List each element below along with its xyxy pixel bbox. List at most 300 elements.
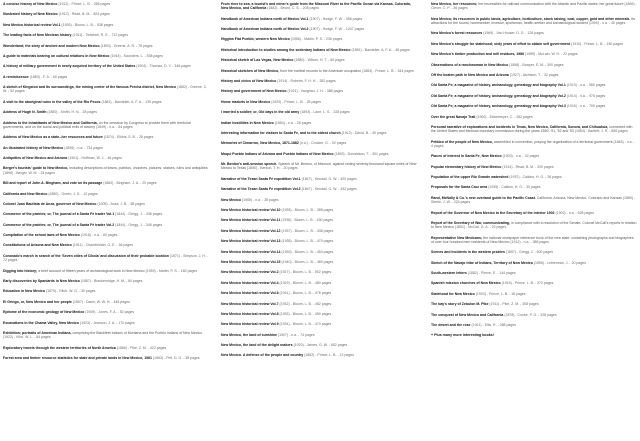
book-meta: (1854) - n.a. - 26 pages xyxy=(274,120,312,125)
book-entry[interactable] xyxy=(431,73,637,77)
book-meta: (1935) - Bloom, L. B. - 388 pages xyxy=(281,208,334,213)
book-subtitle: on the omission by Congress to provide them with territorial governments, and on the social and political evils of slavery xyxy=(3,120,191,129)
book-title[interactable]: Narrative of the Texan Santa Fé expedition Vol.1 xyxy=(221,176,301,181)
book-entry[interactable] xyxy=(3,243,209,247)
book-meta: (1920) - James, G. W. - 652 pages xyxy=(293,343,348,348)
book-title[interactable]: Off the beaten path in New Mexico and Arizona xyxy=(431,72,509,77)
book-entry[interactable] xyxy=(431,165,637,169)
book-entry[interactable] xyxy=(431,281,637,285)
book-title[interactable]: Bill and report of John A. Bingham, and vote on its passage xyxy=(3,181,103,186)
book-meta: (1857) - Davis, W. W. H. - 448 pages xyxy=(72,299,130,304)
book-entry[interactable] xyxy=(3,166,209,175)
book-title[interactable]: Early discoveries by Spaniards in New Mexico xyxy=(3,278,80,283)
book-meta: (1880) - Wilson, H. T. - 60 pages xyxy=(294,58,345,63)
book-title[interactable]: Education in New Mexico xyxy=(3,289,46,294)
book-meta: (1963) - Pell, D. G. - 38 pages xyxy=(152,355,200,360)
book-meta: (1921) - Vaughan, J. H. - 388 pages xyxy=(287,89,344,94)
book-title[interactable]: Exploratory travels through the western territories of North America xyxy=(3,345,116,350)
book-entry[interactable] xyxy=(221,198,417,202)
book-entry[interactable] xyxy=(221,89,417,93)
book-meta: (1935) - Calkins, H. G. - 30 pages xyxy=(488,185,541,190)
book-subtitle: California, Arizona, New Mexico, Colorado and Kansas xyxy=(536,195,622,200)
book-meta: (1909) - n.a. - 40 pages xyxy=(588,20,626,25)
book-meta: (1927) - Atchison, T. - 32 pages xyxy=(509,72,559,77)
book-title[interactable]: South-western letters xyxy=(431,271,467,276)
book-meta: (1878) - Cooke, P. G. - 328 pages xyxy=(504,312,557,317)
book-entry[interactable] xyxy=(431,221,637,230)
book-entry[interactable] xyxy=(221,27,417,31)
book-entry[interactable] xyxy=(3,254,209,263)
book-title[interactable]: A reminiscence xyxy=(3,74,29,79)
book-title[interactable]: The conquest of New Mexico and California xyxy=(431,312,504,317)
book-title[interactable]: Illustrated history of New Mexico xyxy=(3,12,58,17)
book-meta: (1931) - Bloom, L. B. - 478 pages xyxy=(279,291,332,296)
book-meta: (1913) - n.a. - 980 pages xyxy=(566,83,606,88)
book-entry[interactable] xyxy=(431,292,637,296)
book-entry[interactable] xyxy=(431,17,637,26)
book-title[interactable]: New Mexico historical review Vol.8 xyxy=(221,311,279,316)
book-title[interactable]: New Mexico xyxy=(221,197,242,202)
book-meta: (1911) - Chamberlain, G. E. - 36 pages xyxy=(72,243,133,248)
book-title[interactable]: Old Santa Fe; a magazine of history, archaeology, genealogy and biography Vol.2 xyxy=(431,93,566,98)
book-entry[interactable] xyxy=(221,121,417,125)
book-title[interactable]: Coronado's march in search of the 'Seven cities of Cibola' and discussion of their probable location xyxy=(3,253,169,258)
book-title[interactable]: A guide to materials bearing on cultural relations in New Mexico xyxy=(3,53,110,58)
book-meta: (1866) - Pike, Z. M. - 422 pages xyxy=(116,345,167,350)
book-title[interactable]: New Mexico historical review Vol.11 xyxy=(221,218,281,223)
book-meta: (1933) - Bloom, L. B. - 450 pages xyxy=(279,311,332,316)
book-entry[interactable] xyxy=(221,177,417,181)
book-meta: (1937) - Bloom, L. B. - 438 pages xyxy=(281,228,334,233)
book-subtitle: her necessities for railroad communication with the Atlantic and Pacific states; her great future xyxy=(478,2,624,6)
book-entry[interactable] xyxy=(3,75,209,79)
book-meta: (1936) - Bloom, L. B. - 430 pages xyxy=(281,218,334,223)
book-entry[interactable] xyxy=(431,125,637,134)
book-entry[interactable] xyxy=(221,187,417,191)
book-entry[interactable] xyxy=(221,162,417,171)
book-meta: (n.d.) - Crocker, G. - 92 pages xyxy=(299,141,347,146)
book-title[interactable]: Old Santa Fe; a magazine of history, archaeology, genealogy and biography Vol.3 xyxy=(431,104,566,109)
book-title[interactable]: Sketch of the Navajo tribe of Indians, Territory of New Mexico xyxy=(431,260,533,265)
book-entry[interactable] xyxy=(221,312,417,316)
book-entry[interactable] xyxy=(3,64,209,68)
book-title[interactable]: New Mexico historical review Vol.9 xyxy=(221,322,279,327)
book-entry[interactable] xyxy=(221,218,417,222)
book-title[interactable]: New Mexico, the land of sunshine xyxy=(221,332,278,337)
book-entry[interactable] xyxy=(3,269,209,273)
book-entry[interactable] xyxy=(221,353,417,357)
book-subtitle: Its attractions for the tourist, homeseeker, investor, sportsman, health-seeker and archaeological student xyxy=(431,16,636,25)
book-entry[interactable] xyxy=(3,100,209,104)
book-entry[interactable] xyxy=(431,154,637,158)
book-subtitle: Speech of Mr. Benton, of Missouri, against ceding seventy thousand square miles of New Mexico to Texas xyxy=(221,162,417,171)
book-entry[interactable] xyxy=(221,79,417,83)
book-column-3 xyxy=(431,2,637,337)
book-title[interactable]: I married a soldier; or, Old days in the old army xyxy=(221,110,300,115)
book-meta: (1854) - Bartlett, J. R. - 856 pages xyxy=(574,129,628,134)
book-title[interactable]: Commerce of the prairies; or, The journal of a Santa Fé trader Vol.2 xyxy=(3,222,115,227)
book-meta: (1844) - Gregg, J. - 336 pages xyxy=(115,212,163,217)
book-title[interactable]: From river to sea; a tourist's and miner's guide from the Missouri River to the Pacific Ocean via Kansas, Colorado, New Mexico, and California xyxy=(221,2,411,11)
book-title[interactable]: Report of the Secretary of War, communicating, xyxy=(431,220,511,225)
book-meta: (1893) - Donaldson, T. - 301 pages xyxy=(334,151,389,156)
book-meta: (1887) - Brackenridge, H. M. - 84 pages xyxy=(80,278,143,283)
book-meta: (1911) - Twitchell, R. E. - 712 pages xyxy=(72,33,128,38)
book-entry[interactable] xyxy=(431,261,637,265)
book-meta: (1847) - Kendall, G. W. - 442 pages xyxy=(301,187,357,192)
book-entry[interactable] xyxy=(431,211,637,215)
book-meta: (1939) - Bloom, L. B. - 454 pages xyxy=(281,249,334,254)
book-meta: (1910) - Prince, L. B. - 150 pages xyxy=(571,41,623,46)
book-entry[interactable] xyxy=(221,69,417,73)
book-entry[interactable] xyxy=(221,141,417,145)
book-entry[interactable] xyxy=(3,33,209,37)
book-meta: (1896) - Berger, W. M. - 34 pages xyxy=(3,170,55,175)
book-meta: (1959) - Martin, P. S. - 160 pages xyxy=(145,268,198,273)
book-title[interactable]: Berger's tourists' guide to New Mexico, xyxy=(3,166,69,171)
book-subtitle: connected with the United States and Mexican boundary commission during the years 1850, '51, '52 and '53 xyxy=(431,124,633,134)
book-entry[interactable] xyxy=(431,52,637,56)
book-subtitle: a brief account of fifteen years of archaeological work in New Mexico xyxy=(38,268,145,273)
book-meta: (1871) - Simpson, J. H. - 72 pages xyxy=(3,253,208,263)
book-meta: (1912) - Prince, L. B. - 286 pages xyxy=(58,2,111,6)
book-meta: (1921) - Ellis, R. - 288 pages xyxy=(471,323,517,328)
book-entry[interactable] xyxy=(221,343,417,347)
book-meta: (1918) - n.a. - 60 pages xyxy=(80,233,118,238)
book-title[interactable]: The desert and the rose xyxy=(431,323,471,328)
book-title[interactable]: Narrative of the Texan Santa Fé expedition Vol.2 xyxy=(221,187,301,192)
book-entry[interactable] xyxy=(3,321,209,325)
book-title[interactable]: Moqui Pueblo Indians of Arizona and Pueblo Indians of New Mexico xyxy=(221,151,334,156)
book-entry[interactable] xyxy=(431,140,637,149)
book-meta: (1898) - Bowyer, E. M. - 300 pages xyxy=(509,62,564,67)
book-title[interactable]: Colonel Juan Bautista de Anza, governor of New Mexico xyxy=(3,201,97,206)
book-title[interactable]: New Mexico historical review Vol.7 xyxy=(221,301,279,306)
book-entry[interactable] xyxy=(3,44,209,48)
book-meta: (1922) - Kihn, W. L. - 64 pages xyxy=(3,335,51,340)
book-meta: (1956) - Martin, P. S. - 236 pages xyxy=(290,37,343,42)
book-entry[interactable] xyxy=(3,2,209,6)
book-meta: (1902) - n.a. - 628 pages xyxy=(555,210,595,215)
book-meta: (1914) - n.a. - 976 pages xyxy=(566,93,606,98)
book-meta: (1882) - Greene, C. W. - 52 pages xyxy=(3,85,208,94)
book-title[interactable]: Historical sketches of New Mexico, xyxy=(221,68,280,73)
book-title[interactable]: Old Santa Fe; a magazine of history, archaeology, genealogy and biography Vol.1 xyxy=(431,83,566,88)
book-entry[interactable] xyxy=(3,331,209,340)
book-entry[interactable] xyxy=(431,185,637,189)
book-meta: (1856) - Letherman, J. - 20 pages xyxy=(533,260,586,265)
book-entry[interactable] xyxy=(431,63,637,67)
book-entry[interactable] xyxy=(221,250,417,254)
book-entry[interactable] xyxy=(431,115,637,119)
book-title[interactable]: Address of New Mexico as a state--her resources and future xyxy=(3,135,103,140)
book-title[interactable]: Compilation of the school laws of New Mexico xyxy=(3,233,80,238)
book-title[interactable]: Report of the Governor of New Mexico to the Secretary of the interior 1902 xyxy=(431,210,555,215)
book-title[interactable]: Wonderland; the story of ancient and modern New Mexico xyxy=(3,43,100,48)
book-entry[interactable] xyxy=(221,270,417,274)
book-meta: (1965) - n.a. - 28 pages xyxy=(242,197,279,202)
book-meta: (1893) - Greene, A. R. - 78 pages xyxy=(100,43,153,48)
book-entry[interactable] xyxy=(221,229,417,233)
book-entry[interactable] xyxy=(3,356,209,360)
book-title[interactable]: Historical introduction to studies among the sedentary Indians of New Mexico xyxy=(221,47,351,52)
book-title[interactable]: History and government of New Mexico xyxy=(221,89,287,94)
book-meta: (1895) - n.a. - 734 pages xyxy=(64,145,103,150)
book-entry[interactable] xyxy=(221,302,417,306)
book-meta: (1875) - Ritch, W. G. - 30 pages xyxy=(46,289,96,294)
book-meta: (1849) - n.a. - 64 pages xyxy=(96,124,133,129)
book-title[interactable]: Observations of a ranchwoman in New Mexico xyxy=(431,62,509,67)
book-meta: (1881) - Bandelier, A. F. A. - 48 pages xyxy=(351,47,410,52)
book-title[interactable]: New Mexico historical review Vol.15 xyxy=(221,259,281,264)
book-title[interactable]: Scenes and incidents in the western prairies xyxy=(431,250,505,255)
book-meta: (1881) - Bandelier, A. F. A. - 139 pages xyxy=(101,99,162,104)
book-meta: (1912) - Read, B. M. - 824 pages xyxy=(58,12,110,17)
book-title[interactable]: New Mexico historical review Vol.10 xyxy=(221,208,281,213)
book-meta: (1907) - Hodge, F. W. - 1247 pages xyxy=(309,27,365,32)
book-meta: (1893) - Lane, L. S. - 228 pages xyxy=(300,110,350,115)
book-meta: (1851) - McCall, G. A. - 22 pages xyxy=(454,225,507,230)
book-subtitle: comprising the Blackfeet Indians of Montana and the Pueblo Indians of New Mexico xyxy=(72,330,203,335)
book-title[interactable]: New Mexico's forest resources xyxy=(431,31,483,36)
book-title[interactable]: Exhibition; portraits of American Indians, xyxy=(3,330,72,335)
book-entry[interactable] xyxy=(3,289,209,293)
book-title[interactable]: Forest area and timber resource statistics for state and private lands in New Mexico, 1961 xyxy=(3,355,152,360)
book-meta: (1903) - n.a. - 32 pages xyxy=(502,154,540,159)
book-title[interactable]: Constitutions of Arizona and New Mexico xyxy=(3,243,72,248)
book-title[interactable]: Memories of Cimarron, New Mexico, 1871-1882 xyxy=(221,141,299,146)
book-title[interactable]: Mr. Benton's anti-session speech. xyxy=(221,162,278,167)
book-title[interactable]: New Mexico; its resources in public lands, agriculture, horticulture, stock raising, coal, copper, gold and other minerals. xyxy=(431,16,631,21)
book-title[interactable]: Over the great Navajo Trail xyxy=(431,114,476,119)
book-entry[interactable] xyxy=(431,104,637,108)
book-title[interactable]: Places of interest in Santa Fe, New Mexico xyxy=(431,154,502,159)
book-meta: (1847) - Kendall, G. W. - 420 pages xyxy=(301,176,357,181)
book-entry[interactable] xyxy=(3,212,209,216)
book-entry[interactable] xyxy=(431,83,637,87)
book-meta: (1905) - Anza, J. B. - 58 pages xyxy=(97,201,145,206)
book-meta: (1920) - Prince, L. B. - 28 pages xyxy=(271,99,322,104)
book-entry[interactable] xyxy=(431,31,637,35)
book-meta: (1989) - McLain, W. H. - 22 pages xyxy=(525,52,578,57)
book-title[interactable]: The leading facts of New Mexican history xyxy=(3,33,72,38)
book-entry[interactable] xyxy=(3,54,209,58)
book-title[interactable]: New Mexico historical review Vol.13 xyxy=(221,239,281,244)
book-entry[interactable] xyxy=(221,17,417,21)
book-meta: (1904) - Thomas, D. Y. - 346 pages xyxy=(136,64,191,69)
book-meta: (1934) - Bloom, L. B. - 474 pages xyxy=(279,322,332,327)
book-entry[interactable] xyxy=(221,208,417,212)
book-entry[interactable] xyxy=(221,100,417,104)
book-entry[interactable] xyxy=(3,12,209,16)
book-entry[interactable] xyxy=(221,48,417,52)
book-entry[interactable] xyxy=(221,322,417,326)
book-title[interactable]: An illustrated history of New Mexico xyxy=(3,145,64,150)
book-entry[interactable] xyxy=(3,223,209,227)
book-title[interactable]: Commerce of the prairies; or, The journal of a Santa Fé trader Vol.1 xyxy=(3,212,115,217)
book-meta: (1882) - Pierce, E. - 144 pages xyxy=(467,271,516,276)
book-column-2 xyxy=(221,2,417,364)
book-meta: (1929) - Bloom, L. B. - 480 pages xyxy=(279,280,332,285)
book-title[interactable]: California and New Mexico xyxy=(3,191,48,196)
book-meta: (1860) - Bingham, J. A. - 20 pages xyxy=(103,181,157,186)
book-entry[interactable] xyxy=(3,346,209,350)
book-title[interactable]: Spanish mission churches of New Mexico xyxy=(431,281,501,286)
book-meta: (1912) - David, B. - 40 pages xyxy=(341,130,387,135)
book-subtitle: including descriptions of towns, pueblos, churches, pictures, statues, ruins and antiquities xyxy=(69,166,208,171)
book-meta: (1907) - n.a. - 74 pages xyxy=(278,332,315,337)
book-title[interactable]: New Mexico historical review Vol.2 xyxy=(221,270,279,275)
book-entry[interactable] xyxy=(221,131,417,135)
book-meta: (1914) - Roberts, F. H. H. - 352 pages xyxy=(277,79,336,84)
book-title[interactable]: Representative New Mexicans; xyxy=(431,235,483,240)
book-meta: (1850) - Benton, T. H. - 20 pages xyxy=(247,166,298,171)
book-title[interactable]: The bay's story of Zebulon M. Pike xyxy=(431,302,489,307)
book-meta: (1926) - Bloom, L. B. - 538 pages xyxy=(61,22,114,27)
book-entry[interactable] xyxy=(3,181,209,185)
book-meta: (1923) - Jeancon, J. A. - 170 pages xyxy=(79,320,135,325)
book-title[interactable]: El Gringo, or, New Mexico and her people xyxy=(3,299,72,304)
book-entry[interactable] xyxy=(3,110,209,114)
book-title[interactable]: Handbook of American Indians north of Mexico Vol.2 xyxy=(221,27,309,32)
book-title[interactable]: A sketch of Kingston and its surroundings, the mining center of the famous Percha district, New Mexico xyxy=(3,85,176,90)
book-subtitle: assembled in convention, praying the organization of a territorial government xyxy=(493,139,613,144)
book-title[interactable]: Handbook of American Indians north of Mexico Vol.1 xyxy=(221,16,309,21)
book-subtitle: in compliance with a resolution of the Senate, Colonel McCall's reports in relation to New Mexico xyxy=(431,220,637,230)
book-title[interactable]: Antiquities of New Mexico and Arizona xyxy=(3,156,68,161)
book-entry[interactable] xyxy=(431,42,637,46)
book-entry[interactable] xyxy=(3,121,209,130)
book-title[interactable]: New Mexico historical review Vol.12 xyxy=(221,228,281,233)
book-title[interactable]: Epitome of the economic geology of New Mexico xyxy=(3,310,85,315)
book-entry[interactable] xyxy=(3,300,209,304)
book-entry[interactable] xyxy=(221,291,417,295)
book-title[interactable]: Excavations in the Chama Valley, New Mexico xyxy=(3,320,79,325)
book-title[interactable]: History and civics of New Mexico xyxy=(221,79,277,84)
book-meta: (1915) - Prince, L. B. - 372 pages xyxy=(501,281,554,286)
book-subtitle: from the earliest records to the American occupation xyxy=(280,68,362,73)
book-meta: (1869) - Clever, C. P. - 36 pages xyxy=(431,2,637,11)
book-title[interactable]: New Mexico's struggle for statehood; sixty years of effort to obtain self government xyxy=(431,41,571,46)
book-title[interactable]: A history of military government in newly acquired territory of the United States xyxy=(3,64,136,69)
more-books-link[interactable]: + Plus many more interesting books! xyxy=(431,333,495,338)
book-meta: (1857) - Gregg, J. - 600 pages xyxy=(505,250,553,255)
book-title[interactable]: Address to the inhabitants of New Mexico and California, xyxy=(3,120,98,125)
book-entry[interactable] xyxy=(431,236,637,245)
book-meta: (1938) - Bloom, L. B. - 470 pages xyxy=(281,239,334,244)
book-meta: (1850) - Green, J. S. - 12 pages xyxy=(48,191,98,196)
book-meta: (1882) - Beard, C. S. - 208 pages xyxy=(267,6,320,11)
book-title[interactable]: Indian hostilities in New Mexico xyxy=(221,120,274,125)
book-title[interactable]: Interesting information for visitors to Santa Fe, and to the oldest church xyxy=(221,130,341,135)
book-title[interactable]: Personal narrative of explorations and incidents in Texas, New Mexico, California, Sonora, and Chihuahua, xyxy=(431,124,609,129)
book-meta: (1927) - Bloom, L. B. - 502 pages xyxy=(279,270,332,275)
book-meta: (1932) - Bloom, L. B. - 462 pages xyxy=(279,301,332,306)
book-meta: (1882) - Prince, L. B. - 12 pages xyxy=(304,353,354,358)
book-title[interactable]: Address of Hugh N. Smith xyxy=(3,110,47,115)
book-entry[interactable] xyxy=(221,58,417,62)
book-title[interactable]: New Mexico historical review Vol.14 xyxy=(221,249,281,254)
book-entry[interactable] xyxy=(221,239,417,243)
book-title[interactable]: Popular elementary history of New Mexico xyxy=(431,164,502,169)
book-entry[interactable] xyxy=(3,192,209,196)
book-column-1 xyxy=(3,2,209,366)
book-title[interactable]: New Mexico historical review Vol.4 xyxy=(221,280,279,285)
book-meta: (1969) - Van Hooser, D. D. - 126 pages xyxy=(483,31,544,36)
book-meta: (1889) - Steele, J. W. - 224 pages xyxy=(431,195,636,205)
book-meta: (1912) - n.a. - 388 pages xyxy=(510,239,549,244)
book-meta: (1937) - Calkins, H. G. - 26 pages xyxy=(509,175,562,180)
book-entry[interactable] xyxy=(221,2,417,11)
book-title[interactable]: Population of the upper Rio Grande watershed xyxy=(431,175,509,180)
book-entry[interactable] xyxy=(221,110,417,114)
book-entry[interactable] xyxy=(431,250,637,254)
book-title[interactable]: New Mexico historical review Vol.6 xyxy=(221,291,279,296)
book-meta: (1907) - Hodge, F. W. - 956 pages xyxy=(309,16,363,21)
book-title[interactable]: Historical sketch of Las Vegas, New Mexico xyxy=(221,58,294,63)
book-meta: (1900) - Eickemeyer, C. - 282 pages xyxy=(476,114,533,119)
book-title[interactable]: Digging into history; xyxy=(3,268,38,273)
book-entry[interactable] xyxy=(221,37,417,41)
book-title[interactable]: Proposals for the Santa Cruz area xyxy=(431,185,488,190)
book-entry[interactable] xyxy=(431,175,637,179)
book-entry[interactable] xyxy=(3,146,209,150)
book-entry[interactable] xyxy=(431,94,637,98)
book-entry[interactable] xyxy=(431,313,637,317)
book-entry[interactable] xyxy=(221,281,417,285)
book-entry[interactable] xyxy=(431,302,637,306)
book-title[interactable]: Petition of the people of New Mexico, xyxy=(431,139,493,144)
book-meta: (1909) - Jones, F. A. - 52 pages xyxy=(85,310,135,315)
book-entry[interactable] xyxy=(431,2,637,11)
book-meta: (1883) - Prince, L. B. - 344 pages xyxy=(362,68,414,73)
book-meta: (1848) - n.a. - 4 pages xyxy=(431,139,635,148)
book-entry[interactable] xyxy=(3,23,209,27)
book-entry[interactable] xyxy=(3,279,209,283)
book-entry[interactable] xyxy=(3,156,209,160)
book-subtitle: the national newspaper reference book of the new state, containing photographs and biographies of over four hundred men residents of New Mexico xyxy=(431,235,634,244)
book-entry[interactable] xyxy=(221,333,417,337)
book-title[interactable]: New Mexico. A defense of the people and country xyxy=(221,353,304,358)
book-entry[interactable] xyxy=(431,196,637,205)
book-meta: (1901) - Hoffman, W. J. - 46 pages xyxy=(68,156,122,161)
book-title[interactable]: Rand, McNally & Co.'s new overland guide to the Pacific Coast. xyxy=(431,195,536,200)
book-meta: (1940) - Bloom, L. B. - 480 pages xyxy=(281,259,334,264)
book-entry[interactable] xyxy=(3,233,209,237)
book-entry[interactable] xyxy=(3,202,209,206)
book-entry[interactable] xyxy=(431,323,637,327)
book-meta: (1911) - Pike, Z. M. - 308 pages xyxy=(489,302,539,307)
book-entry[interactable] xyxy=(221,260,417,264)
book-title[interactable]: A concise history of New Mexico xyxy=(3,2,58,6)
book-title[interactable]: New Mexico, her resources; xyxy=(431,2,478,6)
book-entry[interactable] xyxy=(431,271,637,275)
book-entry[interactable] xyxy=(3,135,209,139)
book-meta: (1916) - n.a. - 700 pages xyxy=(566,104,606,109)
book-meta: (1914) - Read, B. M. - 200 pages xyxy=(502,164,554,169)
book-title[interactable]: A visit to the aboriginal ruins in the valley of the Rio Pecos xyxy=(3,99,101,104)
book-meta: (1883) - F. A. - 60 pages xyxy=(29,74,68,79)
book-entry[interactable] xyxy=(3,85,209,94)
book-title[interactable]: New Mexico, the land of the delight makers xyxy=(221,343,293,348)
book-entry[interactable] xyxy=(3,310,209,314)
book-title[interactable]: New Mexico historical review Vol.1 xyxy=(3,22,61,27)
book-entry[interactable] xyxy=(221,152,417,156)
book-title[interactable]: Statehood for New Mexico xyxy=(431,291,475,296)
book-title[interactable]: Home markets in New Mexico xyxy=(221,99,271,104)
book-title[interactable]: New Mexico's timber production and mill residues, 1986 xyxy=(431,52,525,57)
book-title[interactable]: Higgins Flat Pueblo, western New Mexico xyxy=(221,37,290,42)
